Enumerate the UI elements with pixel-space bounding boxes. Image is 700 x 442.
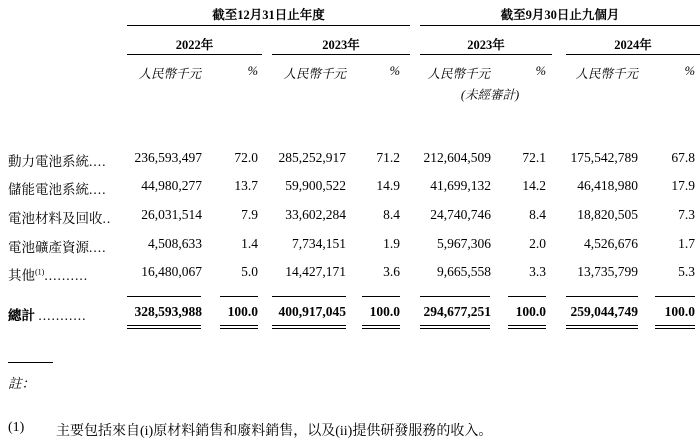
year-header-1: 2022年 <box>175 38 214 52</box>
group-header-ninemonth: 截至9月30日止九個月 <box>500 8 620 22</box>
row-3-value-8: 7.3 <box>678 207 695 222</box>
row-label-text: 動力電池系統 <box>8 154 89 169</box>
total-value-3: 400,917,045 <box>278 304 346 319</box>
row-4-value-4: 1.9 <box>383 236 400 251</box>
row-2-value-7: 46,418,980 <box>577 178 638 193</box>
row-4-value-7: 4,526,676 <box>584 236 638 251</box>
row-3-value-7: 18,820,505 <box>577 207 638 222</box>
notes-heading: 註： <box>8 376 35 391</box>
row-1-value-1: 236,593,497 <box>134 150 202 165</box>
note-text-1: 主要包括來自(i)原材料銷售和廢料銷售，以及(ii)提供研發服務的收入。 <box>56 424 493 439</box>
row-2-value-4: 14.9 <box>376 178 400 193</box>
double-rule-2 <box>220 325 258 329</box>
unit-label-3: 人民幣千元 <box>427 67 490 81</box>
row-4-value-5: 5,967,306 <box>437 236 491 251</box>
row-4-value-1: 4,508,633 <box>148 236 202 251</box>
total-value-5: 294,677,251 <box>423 304 491 319</box>
row-4-value-6: 2.0 <box>529 236 546 251</box>
total-rule-1 <box>127 296 201 297</box>
pct-label-3: % <box>535 64 546 78</box>
row-3-value-5: 24,740,746 <box>430 207 491 222</box>
row-1-value-3: 285,252,917 <box>278 150 346 165</box>
row-3-value-6: 8.4 <box>529 207 546 222</box>
row-label-5 <box>8 264 88 284</box>
pct-label-4: % <box>684 64 695 78</box>
row-2-value-1: 44,980,277 <box>141 178 202 193</box>
unit-label-2: 人民幣千元 <box>283 67 346 81</box>
row-label-1 <box>8 150 107 170</box>
unaudited-label: (未經審計) <box>460 88 520 102</box>
group-rule-ninemonth <box>420 25 700 26</box>
row-5-value-5: 9,665,558 <box>437 264 491 279</box>
double-rule-5 <box>420 325 490 329</box>
row-5-value-3: 14,427,171 <box>285 264 346 279</box>
total-rule-7 <box>566 296 638 297</box>
row-1-value-8: 67.8 <box>671 150 695 165</box>
total-value-2: 100.0 <box>227 304 258 319</box>
group-rule-annual <box>127 25 410 26</box>
row-4-value-3: 7,734,151 <box>292 236 346 251</box>
row-4-value-8: 1.7 <box>678 236 695 251</box>
row-5-value-8: 5.3 <box>678 264 695 279</box>
double-rule-7 <box>566 325 638 329</box>
double-rule-4 <box>362 325 400 329</box>
row-3-value-4: 8.4 <box>383 207 400 222</box>
total-rule-5 <box>420 296 490 297</box>
row-3-value-3: 33,602,284 <box>285 207 346 222</box>
year-header-2: 2023年 <box>322 38 360 52</box>
row-1-value-4: 71.2 <box>376 150 400 165</box>
total-rule-6 <box>508 296 546 297</box>
row-2-value-8: 17.9 <box>671 178 695 193</box>
total-label: 總計 ........... <box>8 308 87 323</box>
unit-label-1: 人民幣千元 <box>138 67 201 81</box>
year-header-3: 2023年 <box>467 38 505 52</box>
total-value-6: 100.0 <box>515 304 546 319</box>
total-value-7: 259,044,749 <box>570 304 638 319</box>
row-1-value-2: 72.0 <box>234 150 258 165</box>
year-rule-3 <box>420 54 552 55</box>
row-2-value-5: 41,699,132 <box>430 178 491 193</box>
total-rule-4 <box>362 296 400 297</box>
footnote-ref: (1) <box>35 267 45 277</box>
row-1-value-7: 175,542,789 <box>570 150 638 165</box>
double-rule-6 <box>508 325 546 329</box>
row-label-text: 儲能電池系統 <box>8 182 89 197</box>
leader-dots: .......... <box>44 268 89 283</box>
leader-dots: .... <box>89 182 107 197</box>
year-rule-4 <box>566 54 700 55</box>
row-2-value-3: 59,900,522 <box>285 178 346 193</box>
double-rule-3 <box>272 325 346 329</box>
row-5-value-4: 3.6 <box>383 264 400 279</box>
note-marker-1: (1) <box>8 420 25 435</box>
total-value-1: 328,593,988 <box>134 304 202 319</box>
total-rule-3 <box>272 296 346 297</box>
double-rule-8 <box>655 325 695 329</box>
row-label-4 <box>8 236 107 256</box>
leader-dots: .... <box>89 154 107 169</box>
row-label-2 <box>8 178 107 198</box>
row-label-text: 電池礦產資源 <box>8 240 89 255</box>
year-rule-1 <box>127 54 262 55</box>
year-header-4: 2024年 <box>614 38 652 52</box>
row-4-value-2: 1.4 <box>241 236 258 251</box>
leader-dots: .... <box>89 240 107 255</box>
total-rule-8 <box>655 296 695 297</box>
row-5-value-2: 5.0 <box>241 264 258 279</box>
row-5-value-7: 13,735,799 <box>577 264 638 279</box>
double-rule-1 <box>127 325 201 329</box>
row-label-text: 其他 <box>8 268 35 283</box>
total-value-4: 100.0 <box>369 304 400 319</box>
row-1-value-6: 72.1 <box>522 150 546 165</box>
unit-label-4: 人民幣千元 <box>575 67 638 81</box>
row-label-3 <box>8 207 111 227</box>
row-3-value-2: 7.9 <box>241 207 258 222</box>
total-rule-2 <box>220 296 258 297</box>
row-label-text: 電池材料及回收 <box>8 211 103 226</box>
leader-dots: .. <box>102 211 112 226</box>
pct-label-2: % <box>389 64 400 78</box>
row-2-value-2: 13.7 <box>234 178 258 193</box>
row-5-value-6: 3.3 <box>529 264 546 279</box>
row-1-value-5: 212,604,509 <box>423 150 491 165</box>
row-5-value-1: 16,480,067 <box>141 264 202 279</box>
total-value-8: 100.0 <box>664 304 695 319</box>
group-header-annual: 截至12月31日止年度 <box>212 8 325 22</box>
pct-label-1: % <box>247 64 258 78</box>
row-3-value-1: 26,031,514 <box>141 207 202 222</box>
notes-divider <box>8 362 53 363</box>
year-rule-2 <box>272 54 410 55</box>
row-2-value-6: 14.2 <box>522 178 546 193</box>
